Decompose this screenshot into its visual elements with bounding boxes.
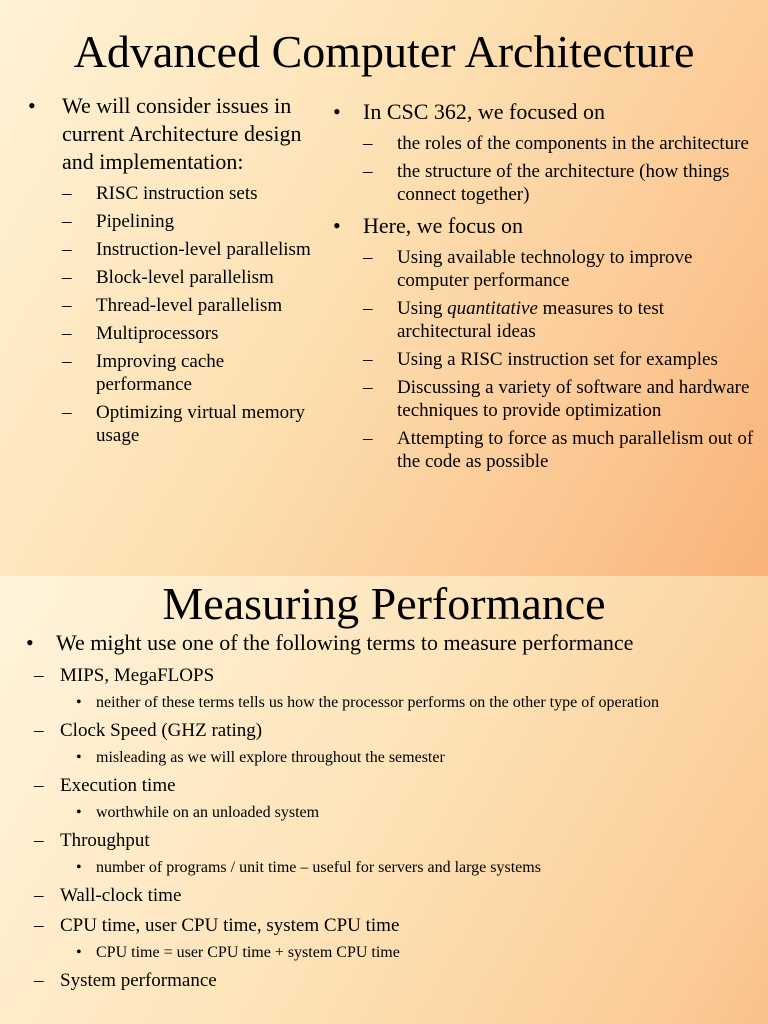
list-item-text: the roles of the components in the architecture <box>397 133 749 154</box>
dash-icon: – <box>62 295 72 316</box>
list-item <box>62 401 318 447</box>
list-item-text: Instruction-level parallelism <box>96 239 311 260</box>
emphasized-text: quantitative <box>447 298 538 319</box>
term-notes <box>76 691 756 714</box>
list-item-text: Thread-level parallelism <box>96 295 283 316</box>
slide1-left-bullet-text: We will consider issues in current Architecture design and implementation: <box>62 93 302 174</box>
bullet-icon: • <box>76 694 82 711</box>
list-item-text: Using a RISC instruction set for examples <box>397 349 718 370</box>
term-item <box>34 772 756 824</box>
term-note-text: misleading as we will explore throughout the semester <box>96 749 445 766</box>
term-note-text: neither of these terms tells us how the processor performs on the other type of operation <box>96 694 659 711</box>
term-item <box>34 882 756 909</box>
bullet-icon: • <box>76 859 82 876</box>
dash-icon: – <box>62 351 72 372</box>
dash-icon: – <box>62 402 72 423</box>
slide1-left-sublist <box>62 182 318 447</box>
dash-icon: – <box>62 183 72 204</box>
term-item <box>34 967 756 994</box>
list-item <box>62 210 318 233</box>
bullet-icon: • <box>76 944 82 961</box>
dash-icon: – <box>363 377 373 398</box>
list-item-text: Block-level parallelism <box>96 267 274 288</box>
list-item-text-part: Using <box>397 298 448 319</box>
list-item <box>62 182 318 205</box>
term-notes <box>76 801 756 824</box>
slide2-content <box>26 628 756 997</box>
dash-icon: – <box>34 885 44 906</box>
slide2-bullet-text: We might use one of the following terms to measure performance <box>56 630 634 655</box>
term-label: Throughput <box>60 830 150 851</box>
term-note <box>76 801 756 824</box>
term-note <box>76 941 756 964</box>
list-item <box>62 294 318 317</box>
dash-icon: – <box>34 665 44 686</box>
bullet-icon: • <box>28 93 36 118</box>
list-item-text: RISC instruction sets <box>96 183 258 204</box>
list-item-text: Multiprocessors <box>96 323 219 344</box>
term-note-text: CPU time = user CPU time + system CPU time <box>96 944 400 961</box>
list-item-text: Attempting to force as much parallelism out of the code as possible <box>397 428 754 472</box>
term-item <box>34 827 756 879</box>
dash-icon: – <box>34 830 44 851</box>
performance-terms-list <box>34 662 756 994</box>
slide2-bullet <box>26 628 756 658</box>
dash-icon: – <box>62 211 72 232</box>
bullet-icon: • <box>76 749 82 766</box>
dash-icon: – <box>363 428 373 449</box>
list-item-text-part: measures to test architectural ideas <box>397 298 665 342</box>
term-item <box>34 662 756 714</box>
bullet-icon: • <box>76 804 82 821</box>
dash-icon: – <box>363 349 373 370</box>
dash-icon: – <box>34 970 44 991</box>
slide-measuring-performance <box>0 576 768 1024</box>
list-item <box>62 266 318 289</box>
dash-icon: – <box>62 239 72 260</box>
slide1-right-bullet-1 <box>333 98 758 206</box>
term-label: Clock Speed (GHZ rating) <box>60 720 263 741</box>
term-item <box>34 912 756 964</box>
dash-icon: – <box>363 133 373 154</box>
dash-icon: – <box>34 775 44 796</box>
slide1-right-sublist-1 <box>363 132 758 206</box>
list-item-text: the structure of the architecture (how things connect together) <box>397 161 730 205</box>
slide1-right-column <box>333 98 758 479</box>
slide1-left-bullet <box>28 92 318 447</box>
slide1-left-column <box>28 92 318 452</box>
slide1-right-bullet-2 <box>333 212 758 473</box>
dash-icon: – <box>34 915 44 936</box>
term-item <box>34 717 756 769</box>
list-item-text: Using available technology to improve computer performance <box>397 247 693 291</box>
dash-icon: – <box>363 247 373 268</box>
term-label: MIPS, MegaFLOPS <box>60 665 215 686</box>
term-label: CPU time, user CPU time, system CPU time <box>60 915 400 936</box>
list-item <box>363 348 758 371</box>
term-note <box>76 856 756 879</box>
term-notes <box>76 856 756 879</box>
list-item-text: Discussing a variety of software and hardware techniques to provide optimization <box>397 377 750 421</box>
list-item <box>62 350 318 396</box>
dash-icon: – <box>62 267 72 288</box>
bullet-icon: • <box>26 630 34 655</box>
dash-icon: – <box>62 323 72 344</box>
slide1-title: Advanced Computer Architecture <box>73 26 695 77</box>
slide1-right-bullet-1-text: In CSC 362, we focused on <box>363 99 605 124</box>
slide1-right-sublist-2 <box>363 246 758 473</box>
list-item-text <box>397 298 664 342</box>
term-note-text: worthwhile on an unloaded system <box>96 804 320 821</box>
list-item <box>363 376 758 422</box>
list-item <box>363 297 758 343</box>
term-note <box>76 746 756 769</box>
list-item <box>62 238 318 261</box>
list-item <box>363 132 758 155</box>
list-item-text: Pipelining <box>96 211 175 232</box>
slide2-title: Measuring Performance <box>162 578 606 629</box>
list-item <box>363 160 758 206</box>
term-notes <box>76 941 756 964</box>
dash-icon: – <box>363 298 373 319</box>
bullet-icon: • <box>333 99 341 124</box>
dash-icon: – <box>363 161 373 182</box>
term-notes <box>76 746 756 769</box>
term-label: System performance <box>60 970 217 991</box>
list-item-text: Improving cache performance <box>96 351 225 395</box>
term-note <box>76 691 756 714</box>
list-item <box>62 322 318 345</box>
term-label: Execution time <box>60 775 176 796</box>
bullet-icon: • <box>333 213 341 238</box>
list-item <box>363 246 758 292</box>
slide1-right-bullet-2-text: Here, we focus on <box>363 213 524 238</box>
list-item-text: Optimizing virtual memory usage <box>96 402 305 446</box>
dash-icon: – <box>34 720 44 741</box>
list-item <box>363 427 758 473</box>
term-label: Wall-clock time <box>60 885 182 906</box>
term-note-text: number of programs / unit time – useful for servers and large systems <box>96 859 541 876</box>
